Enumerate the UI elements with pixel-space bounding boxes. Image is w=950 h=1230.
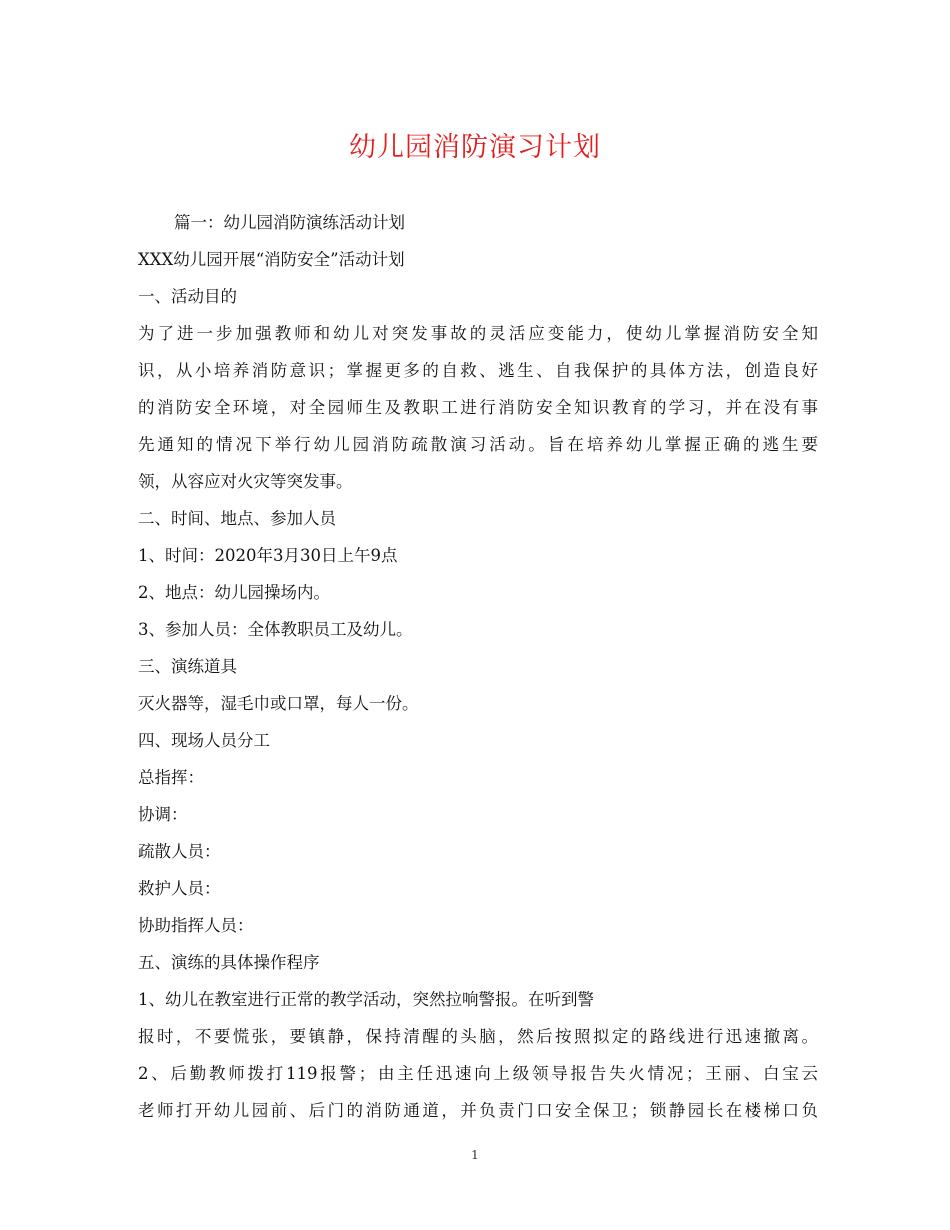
role-line: 疏散人员： (138, 842, 221, 861)
paragraph-line: 1、幼儿在教室进行正常的教学活动，突然拉响警报。在听到警 (138, 990, 594, 1009)
paragraph-line: 老师打开幼儿园前、后门的消防通道，并负责门口安全保卫；锁静园长在楼梯口负 (138, 1101, 818, 1120)
section-heading: 一、活动目的 (138, 287, 237, 306)
role-line: 救护人员： (138, 879, 221, 898)
section-heading: 三、演练道具 (138, 657, 237, 676)
list-item: 2、地点：幼儿园操场内。 (138, 583, 330, 602)
section-heading: 篇一：幼儿园消防演练活动计划 (174, 213, 405, 232)
section-heading: 四、现场人员分工 (138, 731, 270, 750)
document-body (138, 204, 818, 1129)
section-heading: 五、演练的具体操作程序 (138, 953, 320, 972)
role-line: 协调： (138, 805, 188, 824)
list-item: 3、参加人员：全体教职员工及幼儿。 (138, 620, 413, 639)
paragraph-line: 为了进一步加强教师和幼儿对突发事故的灵活应变能力，使幼儿掌握消防安全知 (138, 324, 818, 343)
role-line: 总指挥： (138, 768, 204, 787)
paragraph-line: 2、后勤教师拨打119报警；由主任迅速向上级领导报告失火情况；王丽、白宝云 (138, 1064, 818, 1083)
role-line: 协助指挥人员： (138, 916, 254, 935)
section-heading: 二、时间、地点、参加人员 (138, 509, 336, 528)
document-title: 幼儿园消防演习计划 (349, 132, 601, 163)
paragraph-line: 报时，不要慌张，要镇静，保持清醒的头脑，然后按照拟定的路线进行迅速撤离。 (138, 1027, 818, 1046)
paragraph-line: 识，从小培养消防意识；掌握更多的自救、逃生、自我保护的具体方法，创造良好 (138, 361, 818, 380)
list-item: 1、时间：2020年3月30日上午9点 (138, 546, 398, 565)
paragraph-line: 灭火器等，湿毛巾或口罩，每人一份。 (138, 694, 419, 713)
page-number: 1 (471, 1148, 479, 1162)
paragraph-line: 先通知的情况下举行幼儿园消防疏散演习活动。旨在培养幼儿掌握正确的逃生要 (138, 435, 818, 454)
paragraph-line: 的消防安全环境，对全园师生及教职工进行消防安全知识教育的学习，并在没有事 (138, 398, 818, 417)
subtitle-line: XXX幼儿园开展“消防安全”活动计划 (138, 250, 405, 269)
paragraph-line: 领，从容应对火灾等突发事。 (138, 472, 353, 491)
